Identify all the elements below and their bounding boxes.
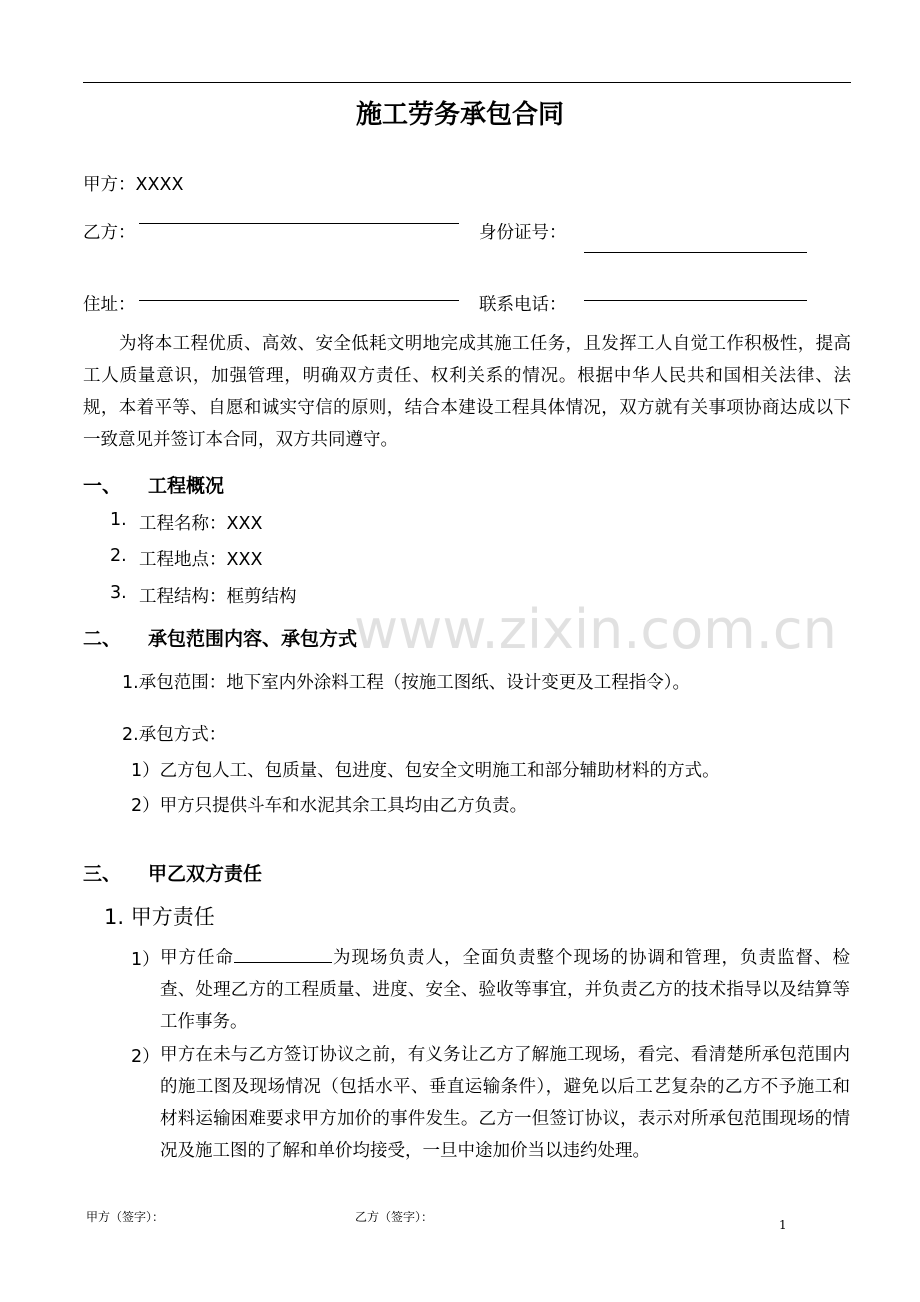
document-title: 施工劳务承包合同 [355, 100, 564, 130]
section1-item-2 [110, 546, 263, 570]
intro-paragraph: 为将本工程优质、高效、安全低耗文明地完成其施工任务，且发挥工人自觉工作积极性，提高工人质量意识，加强管理，明确双方责任、权利关系的情况。根据中华人民共和国相关法律、法规，本着平等、自愿和诚实守信的原则，结合本建设工程具体情况，双方就有关事项协商达成以下一致意见并签订本合同，双方共同遵守。 [83, 334, 851, 450]
section1-item-3 [110, 583, 297, 607]
section2-scope: 1.承包范围：地下室内外涂料工程（按施工图纸、设计变更及工程指令）。 [122, 673, 690, 693]
section3-item1 [160, 942, 850, 1038]
watermark: www.zixin.com.cn [354, 598, 837, 661]
party-a-value: XXXX [135, 175, 184, 195]
section2-title: 承包范围内容、承包方式 [148, 628, 358, 650]
section2-method-item-2: 2）甲方只提供斗车和水泥其余工具均由乙方负责。 [131, 796, 528, 816]
party-a-line [83, 171, 183, 196]
phone-blank[interactable] [584, 300, 807, 301]
section1-title: 工程概况 [148, 475, 225, 497]
item1-pre: 甲方任命 [160, 948, 234, 968]
section3-sub1: 1. 甲方责任 [104, 905, 215, 929]
section2-number: 二、 [83, 628, 122, 650]
phone-label: 联系电话： [479, 295, 567, 315]
party-b-blank[interactable] [139, 223, 459, 224]
address-label: 住址： [83, 295, 136, 315]
section2-method-label: 2.承包方式： [122, 725, 227, 745]
party-b-label: 乙方： [83, 223, 136, 243]
section1-item-1 [110, 510, 263, 534]
section3-item2-number: 2） [131, 1047, 160, 1067]
footer-sign-a: 甲方（签字）： [86, 1210, 165, 1224]
item-number: 2. [110, 546, 127, 566]
section2-method-item-1: 1）乙方包人工、包质量、包进度、包安全文明施工和部分辅助材料的方式。 [131, 761, 720, 781]
section3-title: 甲乙双方责任 [148, 863, 263, 885]
item-number: 3. [110, 583, 127, 603]
section3-item1-number: 1） [131, 950, 160, 970]
id-number-label: 身份证号： [479, 223, 567, 243]
header-rule [83, 82, 851, 83]
section1-number: 一、 [83, 475, 122, 497]
responsible-person-blank[interactable] [234, 948, 332, 963]
footer-sign-b: 乙方（签字）： [355, 1210, 434, 1224]
section3-item2: 甲方在未与乙方签订协议之前，有义务让乙方了解施工现场，看完、看清楚所承包范围内的施工图及现场情况（包括水平、垂直运输条件），避免以后工艺复杂的乙方不予施工和材料运输困难要求甲方加价的事件发生。乙方一但签订协议，表示对所承包范围现场的情况及施工图的了解和单价均接受，一旦中途加价当以违约处理。 [160, 1045, 850, 1161]
party-a-label: 甲方： [83, 175, 136, 195]
item-text: 工程地点：XXX [139, 550, 263, 570]
item-text: 工程结构：框剪结构 [139, 587, 297, 607]
id-number-blank[interactable] [584, 252, 807, 253]
section3-number: 三、 [83, 863, 122, 885]
item-number: 1. [110, 510, 127, 530]
page-number: 1 [779, 1218, 787, 1232]
item-text: 工程名称：XXX [139, 514, 263, 534]
address-blank[interactable] [139, 300, 459, 301]
item1-post: 为现场负责人，全面负责整个现场的协调和管理，负责监督、检查、处理乙方的工程质量、进度、安全、验收等事宜，并负责乙方的技术指导以及结算等工作事务。 [160, 948, 850, 1032]
